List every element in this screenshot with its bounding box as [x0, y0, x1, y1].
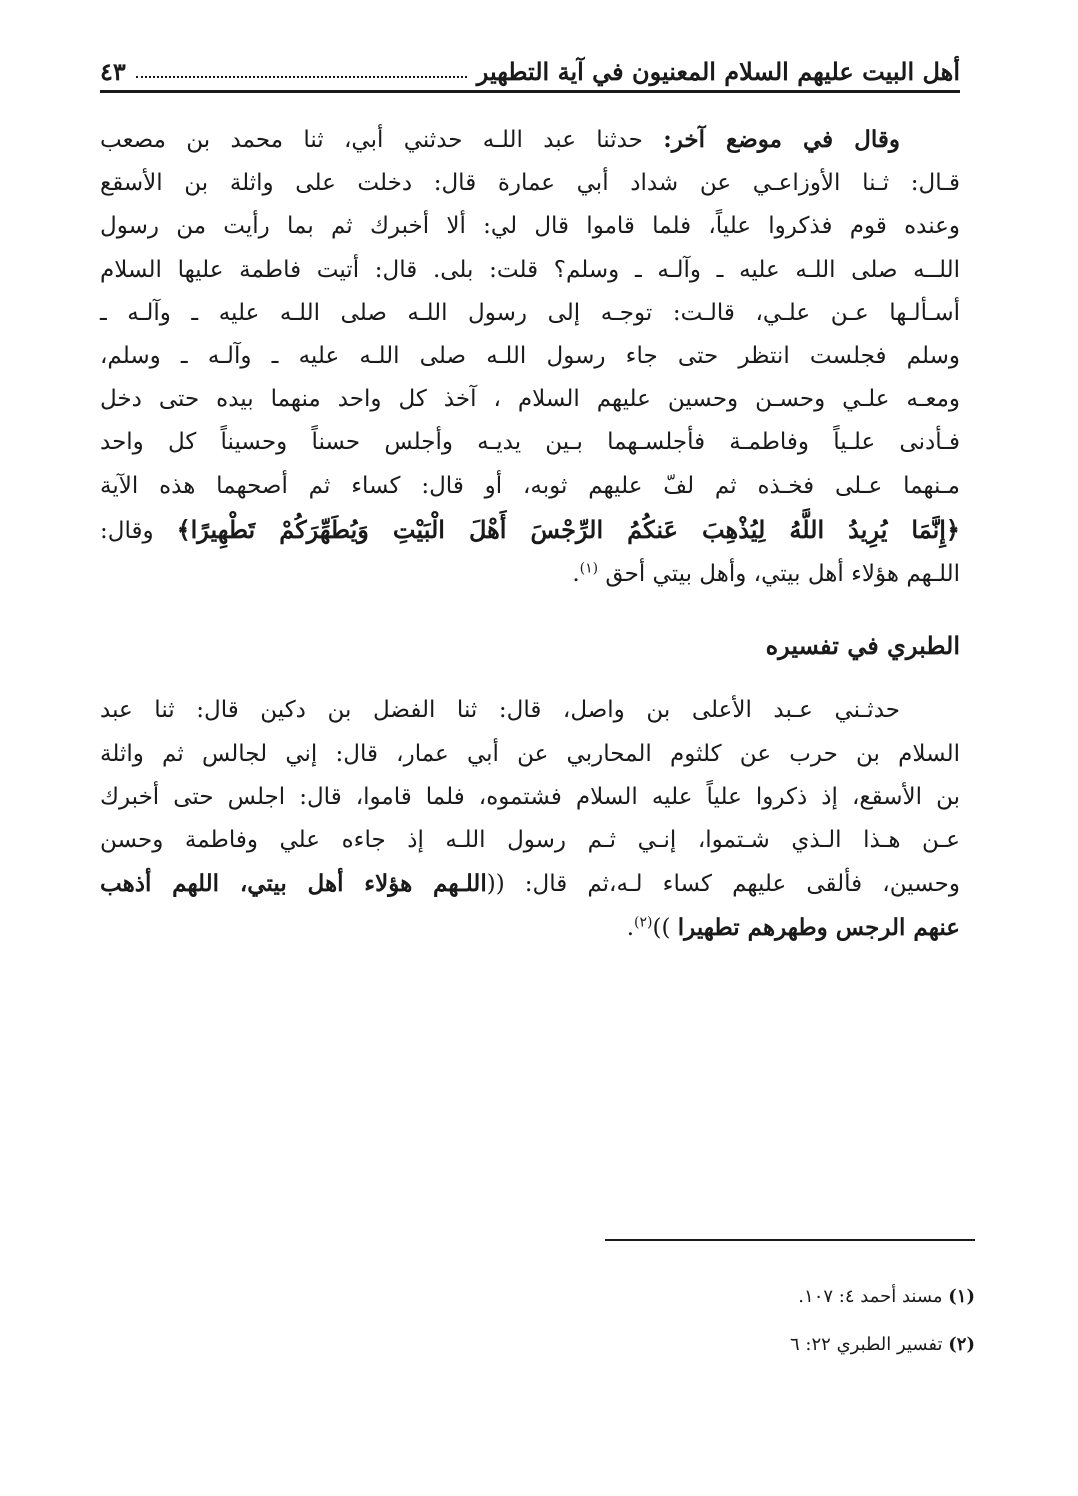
quran-verse-line: ﴿إِنَّمَا يُرِيدُ اللَّهُ لِيُذْهِبَ عَنكُمُ الرِّجْسَ أَهْلَ الْبَيْتِ وَيُطَهِّرَكُمْ تَطْهِيرًا﴾ وقال:	[100, 514, 960, 544]
paragraph-1-line-3: وعنده قوم فذكروا علياً، فلما قاموا قال لي: ألا أخبرك ثم بما رأيت من رسول	[100, 213, 960, 240]
paragraph-1-line-6: وسلم فجلست انتظر حتى جاء رسول اللـه صلى اللـه عليه ـ وآلـه ـ وسلم،	[100, 343, 960, 370]
paragraph-1-line-4: اللــه صلى اللـه عليه ـ وآلـه ـ وسلم؟ قلت: بلى. قال: أتيت فاطمة عليها السلام	[100, 256, 960, 283]
page-header	[100, 40, 960, 93]
paragraph-1-line-5: أسـألـها عـن علـي، قالـت: توجـه إلى رسول اللـه صلى اللـه عليه ـ وآلـه ـ	[100, 299, 960, 326]
footnote-1: (١) مسند أحمد ٤: ١٠٧.	[798, 1286, 975, 1307]
paragraph-2-line-3: بن الأسقع، إذ ذكروا علياً عليه السلام فشتموه، فلما قاموا، قال: اجلس حتى أخبرك	[100, 783, 960, 810]
paragraph-2-line-1: حدثـني عـبد الأعلى بن واصل، قال: ثنا الفضل بن دكين قال: ثنا عبد	[100, 697, 900, 724]
section-heading: الطبري في تفسيره	[765, 631, 960, 661]
footnote-ref-1: (١)	[579, 560, 599, 577]
paragraph-2-line-5: وحسين، فألقى عليهم كساء لـه،ثم قال: ((اللـهم هؤلاء أهل بيتي، اللهم أذهب	[100, 870, 961, 898]
paragraph-1-closing: اللـهم هؤلاء أهل بيتي، وأهل بيتي أحق $^{(١)}$.	[572, 560, 960, 588]
paragraph-1-line-9: مـنهما عـلى فخـذه ثم لفّ عليهم ثوبه، أو قال: كساء ثم أصحهما هذه الآية	[100, 472, 960, 499]
bold-quote-end: عنهم الرجس وطهرهم تطهيرا	[677, 914, 960, 942]
bold-quote: اللـهم هؤلاء أهل بيتي، اللهم أذهب	[100, 870, 487, 898]
paragraph-1-line-1: وقال في موضع آخر: حدثنا عبد اللـه حدثني أبي، ثنا محمد بن مصعب	[100, 126, 900, 153]
paragraph-1-line-8: فـأدنى علـياً وفاطمـة فأجلسـهما بـين يديـه وأجلس حسناً وحسيناً كل واحد	[100, 429, 960, 456]
main-text	[100, 118, 960, 951]
paragraph-lead: وقال في موضع آخر:	[663, 126, 900, 153]
page-number: ٤٣	[100, 57, 126, 86]
quran-verse: ﴿إِنَّمَا يُرِيدُ اللَّهُ لِيُذْهِبَ عَنكُمُ الرِّجْسَ أَهْلَ الْبَيْتِ وَيُطَهِّرَكُمْ تَطْهِيرًا﴾	[176, 514, 960, 544]
footnote-ref-2: (٢)	[634, 914, 653, 931]
footnote-separator	[605, 1239, 975, 1241]
footnote-2: (٢) تفسير الطبري ٢٢: ٦	[790, 1334, 975, 1355]
running-title: أهل البيت عليهم السلام المعنيون في آية التطهير	[476, 57, 960, 86]
paragraph-1-line-7: ومعـه علـي وحسـن وحسين عليهم السلام ، آخذ كل واحد منهما بيده حتى دخل	[100, 386, 960, 413]
paragraph-2-line-6: عنهم الرجس وطهرهم تطهيرا ))$^{(٢)}$.	[626, 914, 960, 942]
paragraph-2-line-4: عـن هـذا الـذي شـتموا، إنـي ثـم رسول اللـه إذ جاءه علي وفاطمة وحسن	[100, 827, 960, 854]
paragraph-2-line-2: السلام بن حرب عن كلثوم المحاربي عن أبي عمار، قال: إني لجالس ثم واثلة	[100, 740, 960, 767]
paragraph-1-line-2: قـال: ثـنا الأوزاعـي عن شداد أبي عمارة قال: دخلت على واثلة بن الأسقع	[100, 170, 960, 197]
footnotes	[600, 1284, 975, 1380]
header-dot-leader	[136, 76, 467, 78]
